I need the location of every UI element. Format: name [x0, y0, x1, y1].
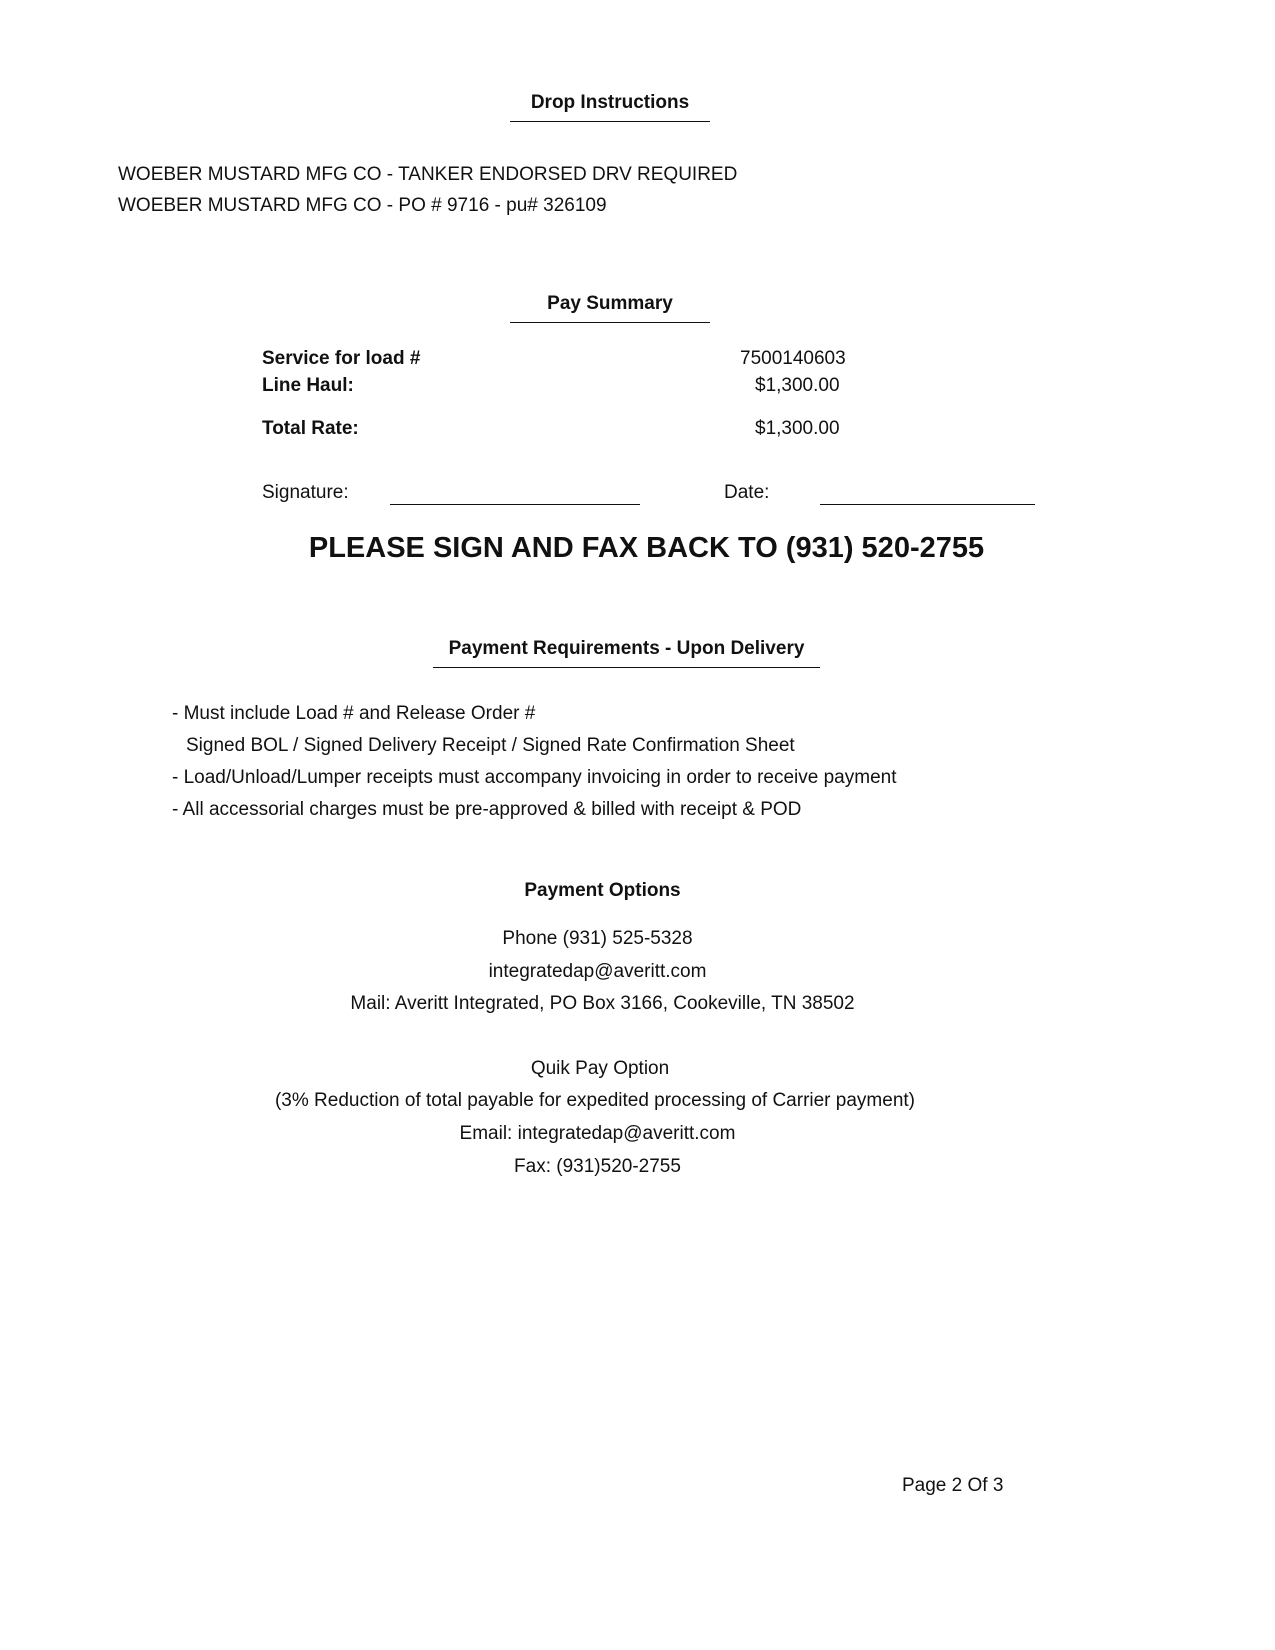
payment-phone: Phone (931) 525-5328 [502, 928, 693, 949]
total-rate-label: Total Rate: [262, 418, 359, 439]
quik-pay-fax: Fax: (931)520-2755 [514, 1156, 681, 1177]
fax-back-notice: PLEASE SIGN AND FAX BACK TO (931) 520-2755 [308, 532, 985, 564]
heading-underline [510, 121, 710, 122]
line-haul-value: $1,300.00 [755, 375, 840, 396]
requirement-item: - Must include Load # and Release Order # [172, 703, 536, 724]
heading-underline [510, 322, 710, 323]
date-line[interactable] [820, 504, 1035, 505]
drop-instructions-heading: Drop Instructions [530, 92, 690, 113]
requirement-item: - Load/Unload/Lumper receipts must accompany invoicing in order to receive payment [172, 767, 897, 788]
payment-options-heading: Payment Options [524, 880, 681, 901]
drop-instruction-line: WOEBER MUSTARD MFG CO - TANKER ENDORSED DRV REQUIRED [118, 164, 738, 185]
total-rate-value: $1,300.00 [755, 418, 840, 439]
date-label: Date: [724, 482, 770, 503]
quik-pay-email[interactable]: Email: integratedap@averitt.com [459, 1123, 736, 1144]
payment-requirements-heading: Payment Requirements - Upon Delivery [448, 638, 805, 659]
signature-line[interactable] [390, 504, 640, 505]
line-haul-label: Line Haul: [262, 375, 354, 396]
quik-pay-note: (3% Reduction of total payable for expedited processing of Carrier payment) [274, 1090, 915, 1111]
requirement-item: Signed BOL / Signed Delivery Receipt / Signed Rate Confirmation Sheet [186, 735, 795, 756]
service-for-load-label: Service for load # [262, 348, 421, 369]
payment-mail-address: Mail: Averitt Integrated, PO Box 3166, Cookeville, TN 38502 [350, 993, 855, 1014]
requirement-item: - All accessorial charges must be pre-approved & billed with receipt & POD [172, 799, 802, 820]
payment-email[interactable]: integratedap@averitt.com [488, 961, 707, 982]
service-for-load-value: 7500140603 [740, 348, 846, 369]
drop-instruction-line: WOEBER MUSTARD MFG CO - PO # 9716 - pu# 326109 [118, 195, 607, 216]
pay-summary-heading: Pay Summary [547, 293, 673, 314]
heading-underline [433, 667, 820, 668]
quik-pay-title: Quik Pay Option [530, 1058, 670, 1079]
page-number: Page 2 Of 3 [902, 1475, 1004, 1496]
signature-label: Signature: [262, 482, 349, 503]
